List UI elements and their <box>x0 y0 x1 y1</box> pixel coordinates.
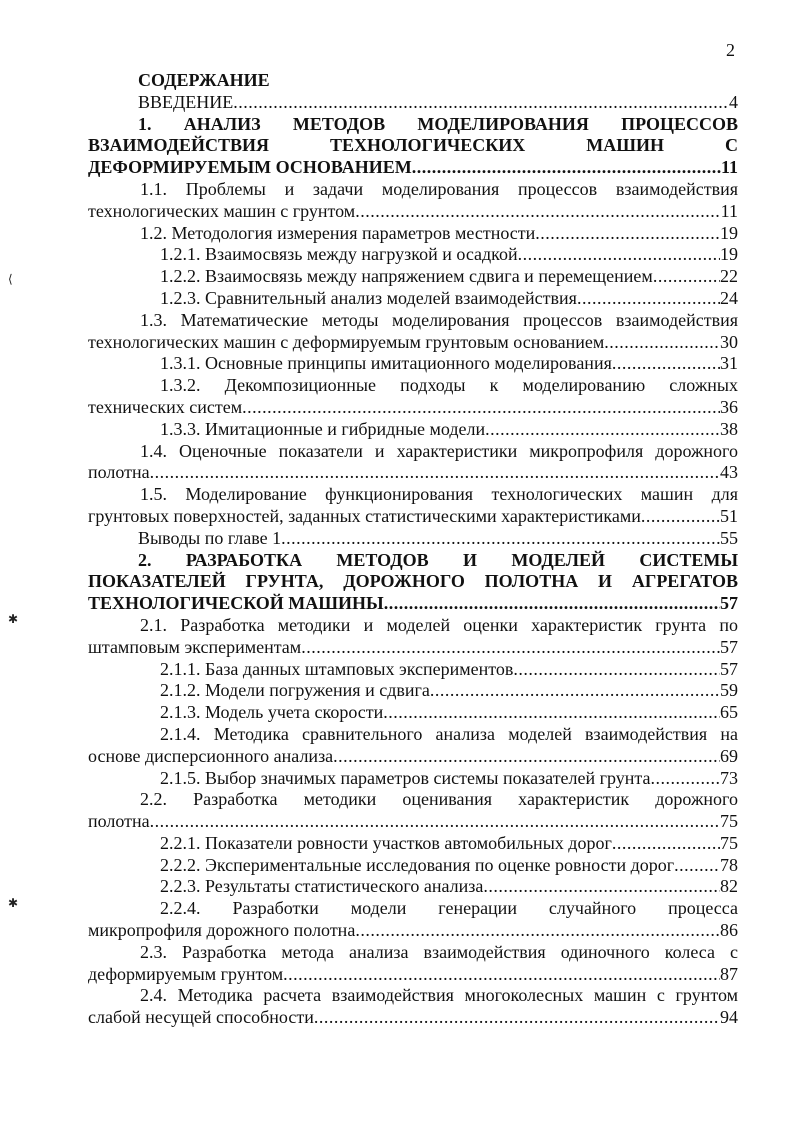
toc-entry-last-line <box>88 637 738 659</box>
toc-entry-title: полотна <box>88 462 150 483</box>
toc-page-number: 82 <box>720 876 738 897</box>
dot-leader <box>150 811 720 833</box>
toc-entry[interactable] <box>88 288 738 310</box>
toc-entry[interactable] <box>88 615 738 659</box>
toc-entry-line: 2.3. Разработка метода анализа взаимодействия одиночного колеса с <box>140 941 738 962</box>
dot-leader <box>412 157 721 179</box>
dot-leader <box>355 201 720 223</box>
toc-entry-title: 2.1.5. Выбор значимых параметров системы показателей грунта <box>160 767 651 788</box>
toc-page-number: 11 <box>720 200 738 221</box>
toc-entry-title: полотна <box>88 811 150 832</box>
toc-entry-line: 2. РАЗРАБОТКА МЕТОДОВ И МОДЕЛЕЙ СИСТЕМЫ <box>138 549 738 570</box>
toc-entry-title: ТЕХНОЛОГИЧЕСКОЙ МАШИНЫ <box>88 593 384 614</box>
toc-entry-last-line <box>88 659 738 681</box>
toc-entry-last-line <box>88 353 738 375</box>
toc-page-number: 59 <box>720 680 738 701</box>
dot-leader <box>483 876 720 898</box>
toc-entry-title: 2.1.1. База данных штамповых экспериментов <box>160 658 514 679</box>
toc-entry[interactable] <box>88 266 738 288</box>
toc-entry-title: 2.1.3. Модель учета скорости <box>160 702 384 723</box>
toc-page-number: 55 <box>720 527 738 548</box>
toc-entry[interactable] <box>88 942 738 986</box>
toc-page-number: 87 <box>720 963 738 984</box>
toc-entry[interactable] <box>88 659 738 681</box>
toc-entry-title: ВВЕДЕНИЕ <box>138 91 234 112</box>
toc-entry[interactable] <box>88 855 738 877</box>
toc-entry-title: 2.1.2. Модели погружения и сдвига <box>160 680 430 701</box>
toc-entry[interactable] <box>88 528 738 550</box>
dot-leader <box>612 833 720 855</box>
toc-entry-title: 1.2.2. Взаимосвязь между напряжением сдвига и перемещением <box>160 266 653 287</box>
toc-entry-last-line <box>88 266 738 288</box>
dot-leader <box>281 528 720 550</box>
dot-leader <box>513 659 720 681</box>
toc-entry[interactable] <box>88 768 738 790</box>
toc-entry[interactable] <box>88 244 738 266</box>
toc-entry-last-line <box>88 157 738 179</box>
toc-entry-last-line <box>88 593 738 615</box>
toc-page-number: 57 <box>720 593 738 614</box>
toc-page-number: 43 <box>720 462 738 483</box>
toc-entry[interactable] <box>88 680 738 702</box>
toc-entry-last-line <box>88 1007 738 1029</box>
dot-leader <box>612 353 720 375</box>
page-number: 2 <box>726 40 735 60</box>
toc-page-number: 36 <box>720 396 738 417</box>
dot-leader <box>384 593 720 615</box>
toc-entry-title: 1.2. Методология измерения параметров местности <box>140 222 536 243</box>
toc-entry-last-line <box>88 223 738 245</box>
dot-leader <box>674 855 720 877</box>
toc-entry[interactable] <box>88 375 738 419</box>
toc-entry[interactable] <box>88 876 738 898</box>
dot-leader <box>301 637 720 659</box>
toc-entry[interactable] <box>88 484 738 528</box>
dot-leader <box>242 397 720 419</box>
toc-entry[interactable] <box>88 550 738 615</box>
toc-entry-line: 1.3.2. Декомпозиционные подходы к моделированию сложных <box>160 375 738 396</box>
toc-entry-line: 2.1.4. Методика сравнительного анализа моделей взаимодействия на <box>160 723 738 744</box>
toc-entry[interactable] <box>88 985 738 1029</box>
toc-entry-last-line <box>88 702 738 724</box>
toc-entry-line: ВЗАИМОДЕЙСТВИЯ ТЕХНОЛОГИЧЕСКИХ МАШИН С <box>88 135 738 156</box>
toc-page-number: 31 <box>720 353 738 374</box>
toc-page-number: 75 <box>720 832 738 853</box>
toc-page-number: 75 <box>720 811 738 832</box>
toc-page-number: 11 <box>720 157 738 178</box>
toc-entry-line: 2.4. Методика расчета взаимодействия многоколесных машин с грунтом <box>140 985 738 1006</box>
scan-mark: ✱ <box>8 612 19 626</box>
toc-entry-last-line <box>88 201 738 223</box>
toc-entry-last-line <box>88 746 738 768</box>
dot-leader <box>430 680 720 702</box>
toc-entry[interactable] <box>88 789 738 833</box>
toc-entry[interactable] <box>88 833 738 855</box>
toc-entry-line: 1.4. Оценочные показатели и характеристики микропрофиля дорожного <box>140 440 738 461</box>
toc-page-number: 78 <box>720 854 738 875</box>
toc-page-number: 94 <box>720 1007 738 1028</box>
toc-page-number: 69 <box>720 745 738 766</box>
toc-entry-line: 1.5. Моделирование функционирования технологических машин для <box>140 484 738 505</box>
toc-page-number: 38 <box>720 418 738 439</box>
dot-leader <box>535 223 720 245</box>
toc-entry-title: штамповым экспериментам <box>88 636 302 657</box>
toc-page-number: 30 <box>720 331 738 352</box>
toc-entry-line: 1.3. Математические методы моделирования процессов взаимодействия <box>140 309 738 330</box>
toc-entry-title: 1.2.1. Взаимосвязь между нагрузкой и осадкой <box>160 244 518 265</box>
toc-entry-title: технологических машин с грунтом <box>88 200 356 221</box>
toc-page-number: 65 <box>720 702 738 723</box>
toc-entry-last-line <box>88 680 738 702</box>
toc-entry-line: 2.1. Разработка методики и моделей оценки характеристик грунта по <box>140 614 738 635</box>
toc-entry-last-line <box>88 920 738 942</box>
dot-leader <box>150 462 720 484</box>
dot-leader <box>577 288 720 310</box>
dot-leader <box>314 1007 720 1029</box>
dot-leader <box>233 92 729 114</box>
toc-entry-title: технических систем <box>88 396 243 417</box>
toc-entry[interactable] <box>88 898 738 942</box>
toc-page-number: 22 <box>720 266 738 287</box>
toc-entry-title: 2.2.1. Показатели ровности участков автомобильных дорог <box>160 832 612 853</box>
dot-leader <box>485 419 720 441</box>
toc-page-number: 73 <box>720 767 738 788</box>
toc-entry[interactable] <box>88 223 738 245</box>
toc-page-number: 19 <box>720 244 738 265</box>
toc-title: СОДЕРЖАНИЕ <box>138 70 270 90</box>
toc-entry-last-line <box>88 332 738 354</box>
toc-entry-last-line <box>88 506 738 528</box>
toc-entry-line: 1.1. Проблемы и задачи моделирования процессов взаимодействия <box>140 178 738 199</box>
dot-leader <box>283 964 720 986</box>
toc-entry-title: 1.3.3. Имитационные и гибридные модели <box>160 418 486 439</box>
table-of-contents <box>88 70 738 1029</box>
toc-entry-title: технологических машин с деформируемым грунтовым основанием <box>88 331 605 352</box>
toc-entry-last-line <box>88 964 738 986</box>
dot-leader <box>355 920 720 942</box>
toc-entry-last-line <box>88 833 738 855</box>
dot-leader <box>651 768 720 790</box>
toc-page-number: 19 <box>720 222 738 243</box>
toc-entry-last-line <box>88 811 738 833</box>
toc-entry-title: 2.2.2. Экспериментальные исследования по оценке ровности дорог <box>160 854 675 875</box>
toc-entry-last-line <box>88 397 738 419</box>
toc-entry-last-line <box>88 288 738 310</box>
dot-leader <box>383 702 720 724</box>
toc-entry-line: ПОКАЗАТЕЛЕЙ ГРУНТА, ДОРОЖНОГО ПОЛОТНА И АГРЕГАТОВ <box>88 571 738 592</box>
toc-entry-line: 2.2.4. Разработки модели генерации случайного процесса <box>160 898 738 919</box>
toc-entry-title: грунтовых поверхностей, заданных статистическими характеристиками <box>88 505 641 526</box>
dot-leader <box>641 506 720 528</box>
toc-entry-last-line <box>88 92 738 114</box>
scan-mark: ✱ <box>8 896 19 910</box>
toc-entry-title: 1.2.3. Сравнительный анализ моделей взаимодействия <box>160 287 577 308</box>
toc-entry-title: основе дисперсионного анализа <box>88 745 334 766</box>
toc-entry-last-line <box>88 244 738 266</box>
dot-leader <box>604 332 720 354</box>
toc-entry-last-line <box>88 419 738 441</box>
toc-entry[interactable] <box>88 353 738 375</box>
toc-entry[interactable] <box>88 310 738 354</box>
toc-entry-last-line <box>88 855 738 877</box>
toc-page-number: 24 <box>720 287 738 308</box>
scan-mark: ⟨ <box>8 272 13 286</box>
toc-entry-title: слабой несущей способности <box>88 1007 314 1028</box>
toc-entry-title: Выводы по главе 1 <box>138 527 282 548</box>
toc-entry-line: 1. АНАЛИЗ МЕТОДОВ МОДЕЛИРОВАНИЯ ПРОЦЕССОВ <box>138 113 738 134</box>
toc-entry[interactable] <box>88 419 738 441</box>
toc-entry-title: 2.2.3. Результаты статистического анализа <box>160 876 484 897</box>
toc-page-number: 86 <box>720 920 738 941</box>
toc-page-number: 51 <box>720 505 738 526</box>
toc-page-number: 4 <box>729 91 738 112</box>
toc-page-number: 57 <box>720 658 738 679</box>
toc-entry[interactable] <box>88 92 738 114</box>
toc-entry[interactable] <box>88 179 738 223</box>
dot-leader <box>333 746 720 768</box>
toc-entry-title: ДЕФОРМИРУЕМЫМ ОСНОВАНИЕМ <box>88 157 412 178</box>
toc-entry-last-line <box>88 768 738 790</box>
dot-leader <box>518 244 720 266</box>
toc-entry-title: 1.3.1. Основные принципы имитационного моделирования <box>160 353 612 374</box>
toc-entry-title: микропрофиля дорожного полотна <box>88 920 356 941</box>
toc-entry-last-line <box>88 462 738 484</box>
toc-entry[interactable] <box>88 724 738 768</box>
toc-page-number: 57 <box>720 636 738 657</box>
toc-entry-title: деформируемым грунтом <box>88 963 284 984</box>
toc-entry-last-line <box>88 528 738 550</box>
toc-entry-line: 2.2. Разработка методики оценивания характеристик дорожного <box>140 789 738 810</box>
toc-entry[interactable] <box>88 702 738 724</box>
toc-entry-last-line <box>88 876 738 898</box>
toc-entry[interactable] <box>88 114 738 179</box>
toc-entry[interactable] <box>88 441 738 485</box>
dot-leader <box>653 266 720 288</box>
